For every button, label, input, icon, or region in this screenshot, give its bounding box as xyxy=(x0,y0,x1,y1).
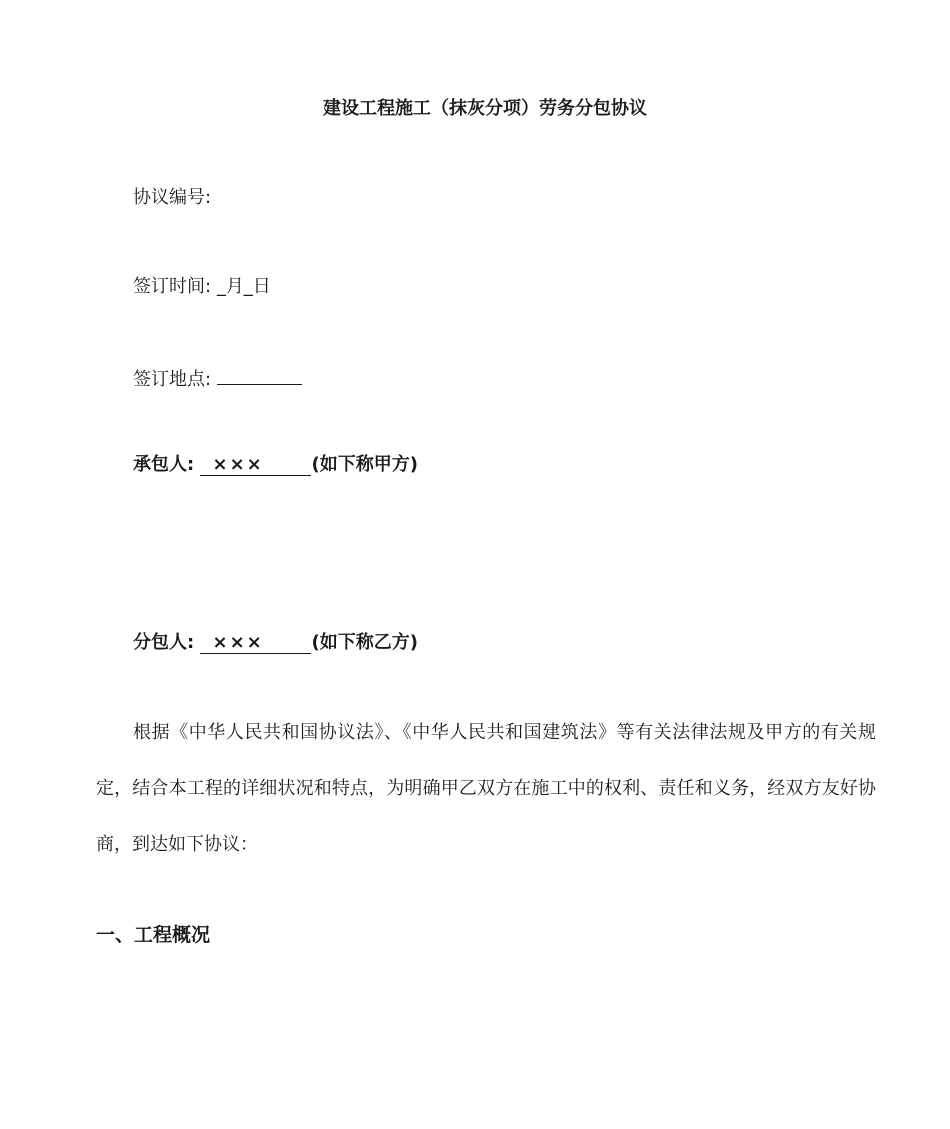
section-1-heading: 一、工程概况 xyxy=(96,924,211,946)
subcontractor-blank xyxy=(200,633,311,654)
document-title: 建设工程施工（抹灰分项）劳务分包协议 xyxy=(323,98,647,119)
sign-place-line xyxy=(133,364,302,392)
sign-date-value: _月_日 xyxy=(216,276,271,297)
contractor-value: ××× xyxy=(212,454,264,475)
agreement-number-label: 协议编号: xyxy=(133,187,212,208)
sign-place-blank xyxy=(217,364,302,385)
agreement-number-line xyxy=(133,186,211,210)
contractor-blank xyxy=(200,455,311,476)
contractor-suffix: (如下称甲方) xyxy=(311,454,418,475)
sign-place-label: 签订地点: xyxy=(133,369,212,390)
subcontractor-line xyxy=(133,631,418,655)
contractor-label: 承包人: xyxy=(133,454,195,475)
subcontractor-value: ××× xyxy=(212,632,264,653)
sign-date-line xyxy=(133,275,271,299)
subcontractor-label: 分包人: xyxy=(133,632,195,653)
subcontractor-suffix: (如下称乙方) xyxy=(311,632,418,653)
contractor-line xyxy=(133,453,418,477)
sign-date-label: 签订时间: xyxy=(133,276,212,297)
intro-paragraph: 根据《中华人民共和国协议法》、《中华人民共和国建筑法》等有关法律法规及甲方的有关规定，结合本工程的详细状况和特点，为明确甲乙双方在施工中的权利、责任和义务，经双方友好协商，到达如下协议： xyxy=(96,722,876,855)
